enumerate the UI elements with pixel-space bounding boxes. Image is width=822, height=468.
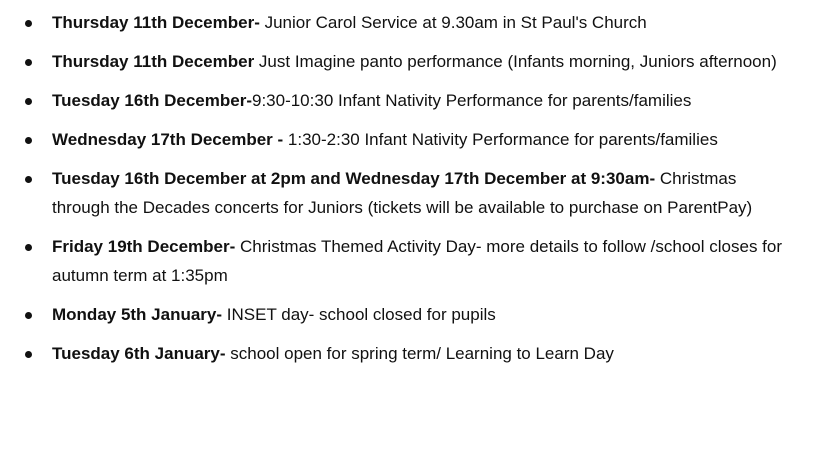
list-item: [0, 300, 822, 329]
event-date: Tuesday 6th January-: [52, 344, 226, 363]
bullet-icon: [25, 351, 32, 358]
list-item: [0, 8, 822, 37]
event-description: Junior Carol Service at 9.30am in St Paul's Church: [259, 13, 647, 32]
event-date: Tuesday 16th December at 2pm and Wednesday 17th December at 9:30am-: [52, 169, 656, 188]
event-description: school open for spring term/ Learning to Learn Day: [225, 344, 614, 363]
bullet-icon: [25, 98, 32, 105]
list-item: [0, 339, 822, 368]
list-item: [0, 125, 822, 154]
event-date: Thursday 11th December: [52, 52, 255, 71]
list-item: [0, 164, 822, 222]
event-date: Wednesday 17th December -: [52, 130, 288, 149]
bullet-icon: [25, 20, 32, 27]
bullet-icon: [25, 176, 32, 183]
bullet-icon: [25, 312, 32, 319]
event-description: 1:30-2:30 Infant Nativity Performance for parents/families: [287, 130, 718, 149]
event-description: 9:30-10:30 Infant Nativity Performance for parents/families: [251, 91, 692, 110]
event-description: Just Imagine panto performance (Infants morning, Juniors afternoon): [254, 52, 777, 71]
event-description: Christmas through the Decades concerts for Juniors (tickets will be available to purchase on ParentPay): [52, 169, 753, 217]
event-description: INSET day- school closed for pupils: [222, 305, 496, 324]
event-date: Monday 5th January-: [52, 305, 223, 324]
list-item: [0, 232, 822, 290]
event-date: Thursday 11th December-: [52, 13, 260, 32]
event-date: Friday 19th December-: [52, 237, 236, 256]
list-item: [0, 47, 822, 76]
list-item: [0, 86, 822, 115]
events-list: [0, 8, 822, 378]
bullet-icon: [25, 244, 32, 251]
event-description: Christmas Themed Activity Day- more details to follow /school closes for autumn term at 1:35pm: [52, 237, 783, 285]
bullet-icon: [25, 59, 32, 66]
event-date: Tuesday 16th December-: [52, 91, 252, 110]
bullet-icon: [25, 137, 32, 144]
